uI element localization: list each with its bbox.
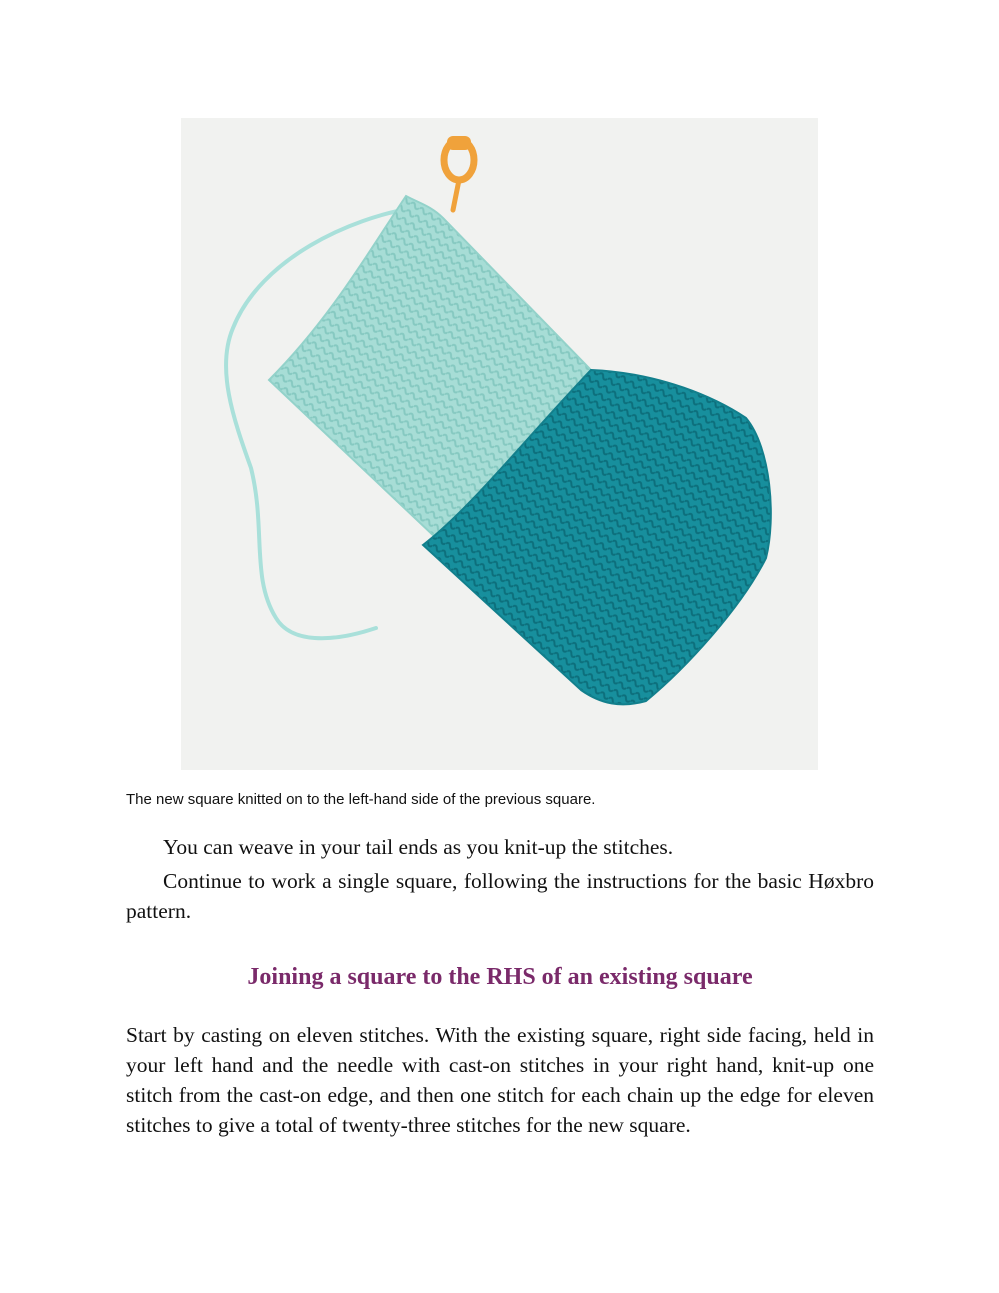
paragraph-casting-on-instructions: Start by casting on eleven stitches. With the existing square, right side facing, held in your left hand and the needle with cast-on stitches in your right hand, knit-up one stitch from the cast-on edge, and then one stitch for each chain up the edge for eleven stitches to give a total of twenty-three stitches for the new square. [126, 1023, 874, 1137]
paragraph-continue-single-square: Continue to work a single square, following the instructions for the basic Høxbro pattern. [126, 869, 874, 923]
section-heading: Joining a square to the RHS of an existing square [247, 964, 753, 990]
paragraph-weave-tail-ends: You can weave in your tail ends as you knit-up the stitches. [163, 835, 674, 859]
figure-caption: The new square knitted on to the left-hand side of the previous square. [126, 791, 596, 808]
knitted-squares-photo [181, 118, 818, 770]
